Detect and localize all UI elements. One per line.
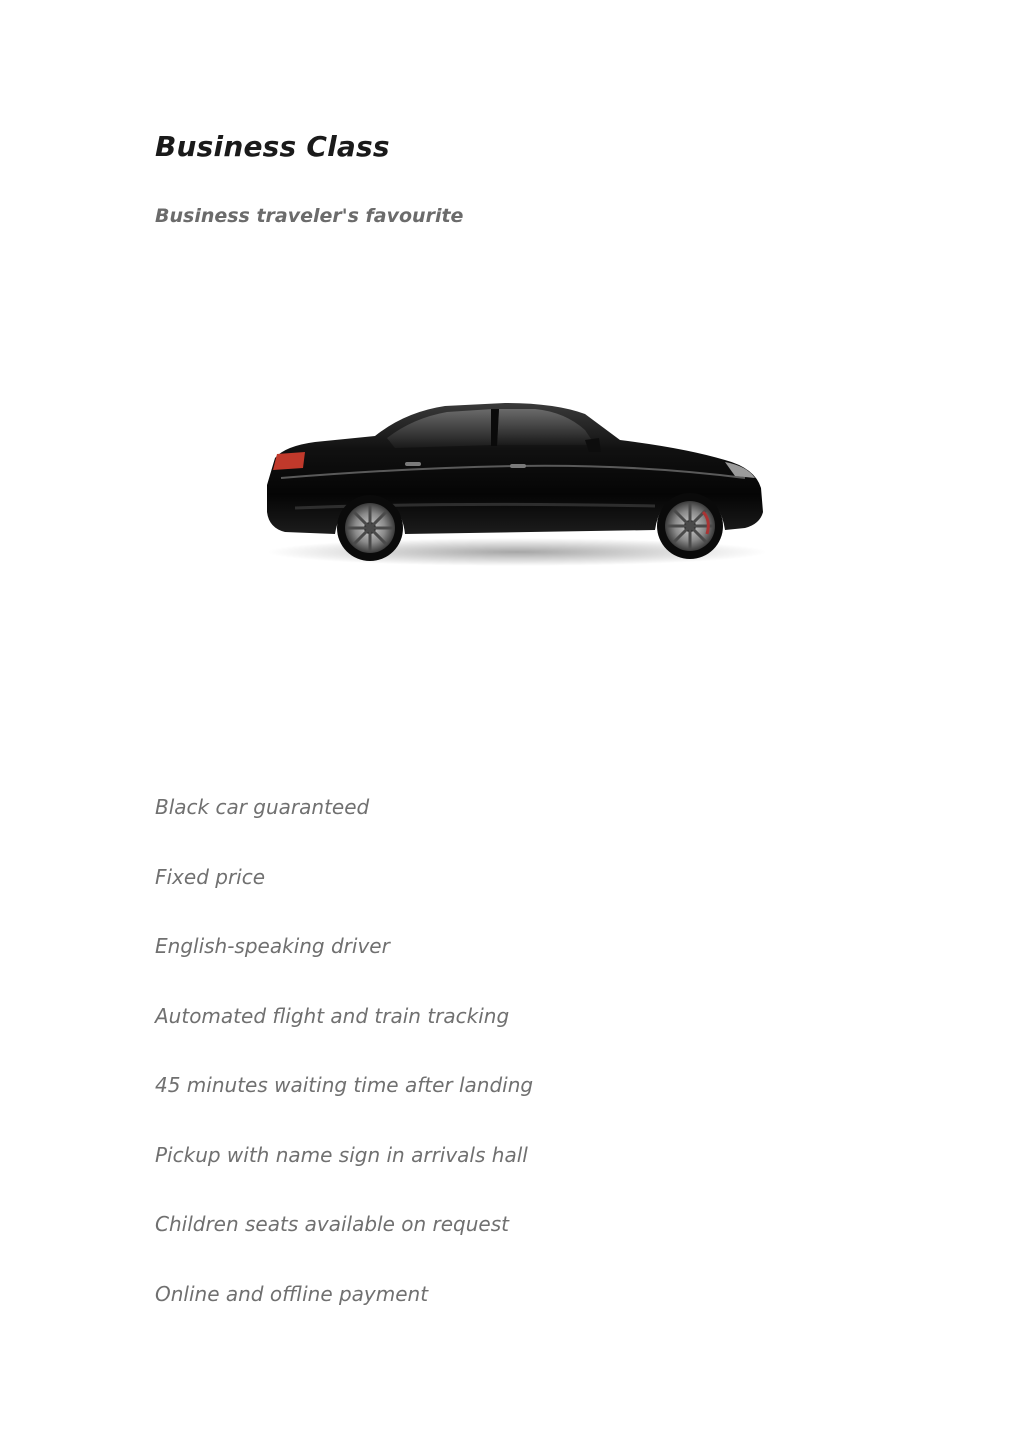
features-list xyxy=(155,792,533,1348)
feature-item-payment: Online and offline payment xyxy=(155,1281,429,1306)
feature-item-waiting-time: 45 minutes waiting time after landing xyxy=(155,1073,534,1097)
page-subtitle: Business traveler's favourite xyxy=(155,205,464,227)
feature-item-black-car: Black car guaranteed xyxy=(155,795,370,819)
car-image xyxy=(255,390,775,580)
feature-item-english-driver: English-speaking driver xyxy=(155,934,390,958)
feature-item-fixed-price: Fixed price xyxy=(155,864,266,889)
page-title: Business Class xyxy=(155,130,390,163)
feature-item-flight-tracking: Automated flight and train tracking xyxy=(155,1003,510,1028)
feature-item-children-seats: Children seats available on request xyxy=(155,1212,509,1236)
feature-item-name-sign: Pickup with name sign in arrivals hall xyxy=(155,1142,528,1167)
black-sedan-car-icon xyxy=(255,390,775,580)
